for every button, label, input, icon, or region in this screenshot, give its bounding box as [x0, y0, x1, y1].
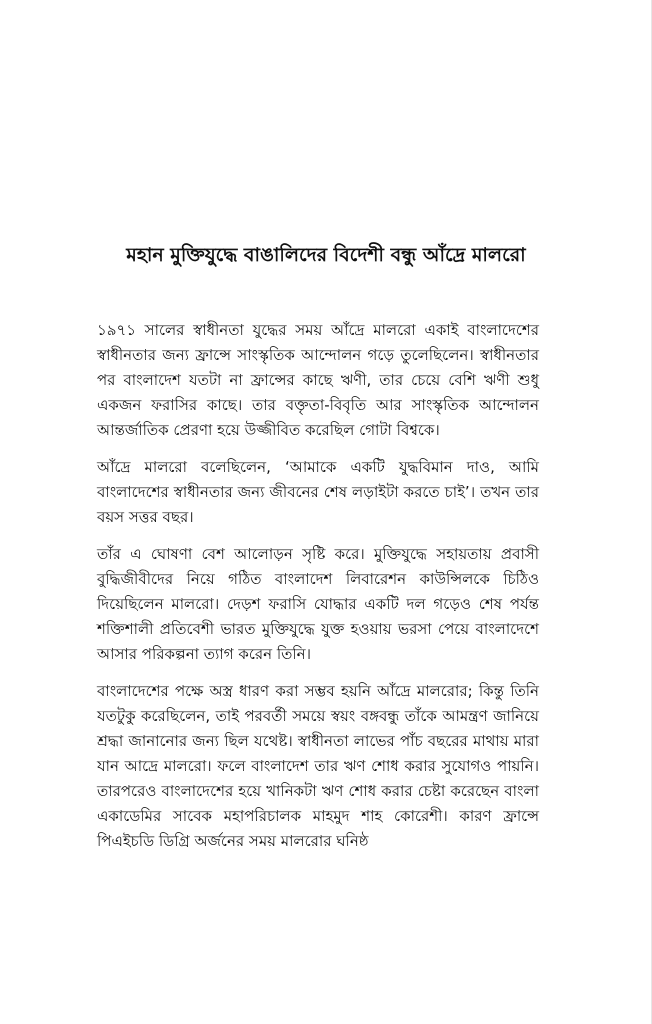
- paragraph-4: বাংলাদেশের পক্ষে অস্ত্র ধারণ করা সম্ভব হয়নি আঁদ্রে মালরোর; কিন্তু তিনি যতটুকু করেছিলেন, তাই পরবর্তী সময়ে স্বয়ং বঙ্গবন্ধু তাঁকে আমন্ত্রণ জানিয়ে শ্রদ্ধা জানানোর জন্য ছিল যথেষ্ট। স্বাধীনতা লাভের পাঁচ বছরের মাথায় মারা যান আদ্রে মালরো। ফলে বাংলাদেশ তার ঋণ শোধ করার সুযোগও পায়নি। তারপরেও বাংলাদেশের হয়ে খানিকটা ঋণ শোধ করার চেষ্টা করেছেন বাংলা একাডেমির সাবেক মহাপরিচালক মাহমুদ শাহ কোরেশী। কারণ ফ্রান্সে পিএইচডি ডিগ্রি অর্জনের সময় মালরোর ঘনিষ্ঠ: [97, 682, 539, 850]
- chapter-title: মহান মুক্তিযুদ্ধে বাঙালিদের বিদেশী বন্ধু আঁদ্রে মালরো: [126, 244, 526, 266]
- paragraph-2: আঁদ্রে মালরো বলেছিলেন, ‘আমাকে একটি যুদ্ধবিমান দাও, আমি বাংলাদেশের স্বাধীনতার জন্য জীবনের শেষ লড়াইটা করতে চাই’। তখন তার বয়স সত্তর বছর।: [97, 458, 539, 526]
- chapter-body: [97, 318, 539, 866]
- paragraph-1: ১৯৭১ সালের স্বাধীনতা যুদ্ধের সময় আঁদ্রে মালরো একাই বাংলাদেশের স্বাধীনতার জন্য ফ্রান্সে সাংস্কৃতিক আন্দোলন গড়ে তুলেছিলেন। স্বাধীনতার পর বাংলাদেশ যতটা না ফ্রান্সের কাছে ঋণী, তার চেয়ে বেশি ঋণী শুধু একজন ফরাসির কাছে। তার বক্তৃতা-বিবৃতি আর সাংস্কৃতিক আন্দোলন আন্তর্জাতিক প্রেরণা হয়ে উজ্জীবিত করেছিল গোটা বিশ্বকে।: [97, 321, 539, 439]
- paragraph-3: তাঁর এ ঘোষণা বেশ আলোড়ন সৃষ্টি করে। মুক্তিযুদ্ধে সহায়তায় প্রবাসী বুদ্ধিজীবীদের নিয়ে গঠিত বাংলাদেশ লিবারেশন কাউন্সিলকে চিঠিও দিয়েছিলেন মালরো। দেড়শ ফরাসি যোদ্ধার একটি দল গড়েও শেষ পর্যন্ত শক্তিশালী প্রতিবেশী ভারত মুক্তিযুদ্ধে যুক্ত হওয়ায় ভরসা পেয়ে বাংলাদেশে আসার পরিকল্পনা ত্যাগ করেন তিনি।: [97, 545, 539, 663]
